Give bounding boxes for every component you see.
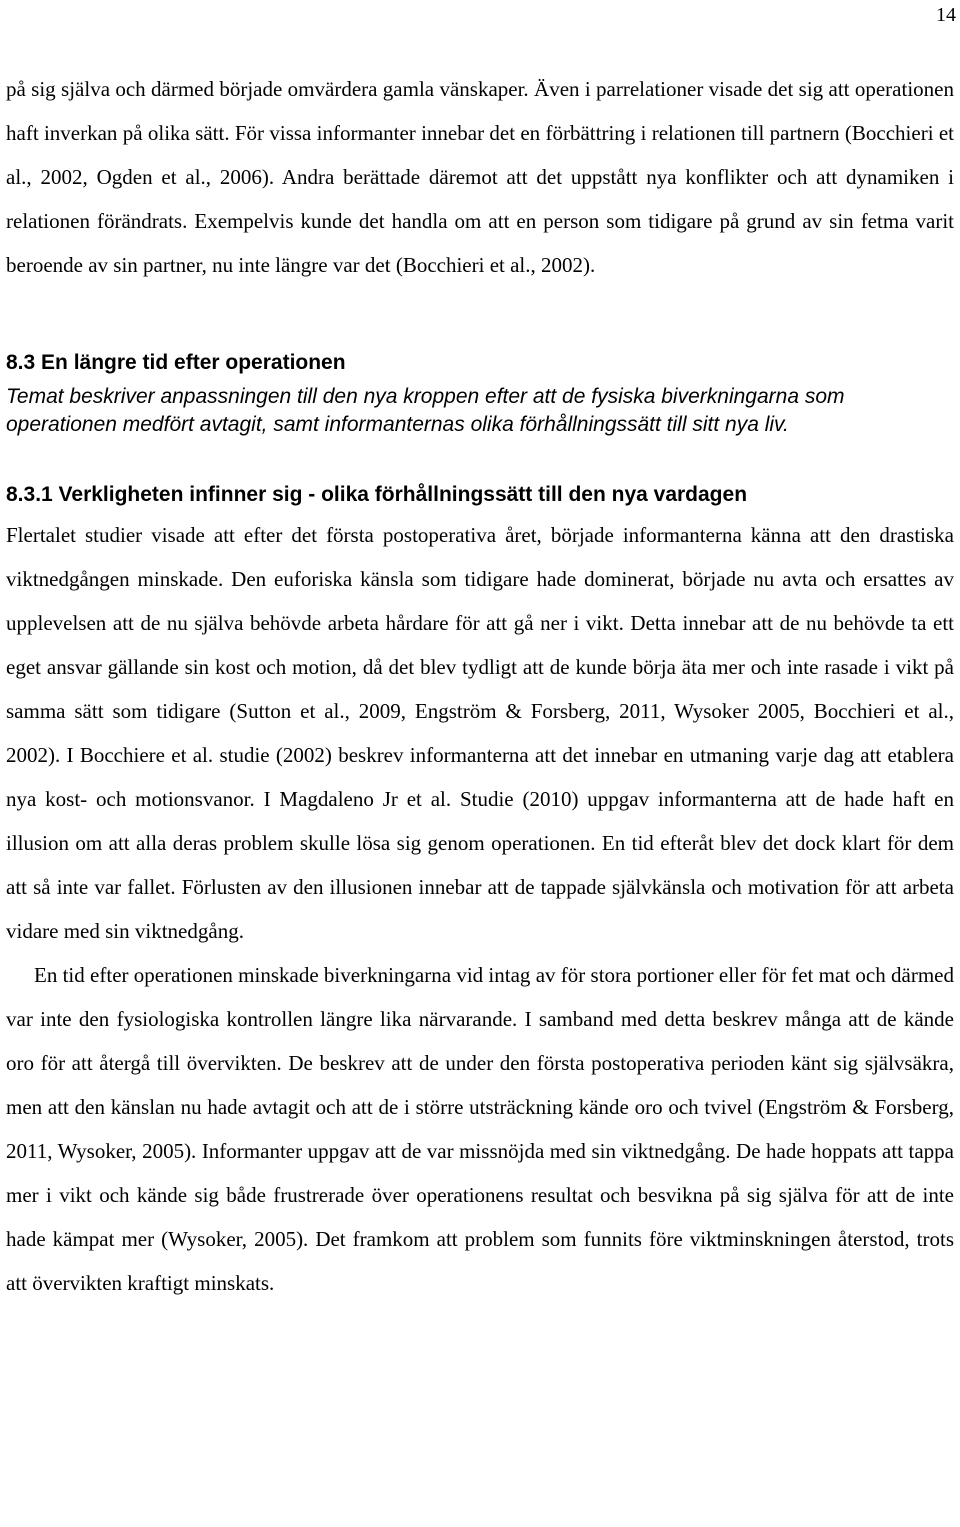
paragraph: Flertalet studier visade att efter det första postoperativa året, började informanterna känna att den drastiska viktnedgången minskade. Den euforiska känsla som tidigare hade dominerat, började nu avta och ersattes av upplevelsen att de nu själva behövde arbeta hårdare för att gå ner i vikt. Detta innebar att de nu behövde ta ett eget ansvar gällande sin kost och motion, då det blev tydligt att de kunde börja äta mer och inte rasade i vikt på samma sätt som tidigare (Sutton et al., 2009, Engström & Forsberg, 2011, Wysoker 2005, Bocchieri et al., 2002). I Bocchiere et al. studie (2002) beskrev informanterna att det innebar en utmaning varje dag att etablera nya kost- och motionsvanor. I Magdaleno Jr et al. Studie (2010) uppgav informanterna att de hade haft en illusion om att alla deras problem skulle lösa sig genom operationen. En tid efteråt blev det dock klart för dem att så inte var fallet. Förlusten av den illusionen innebar att de tappade självkänsla och motivation för att arbeta vidare med sin viktnedgång.	[6, 523, 954, 943]
subsection-heading: 8.3.1 Verkligheten infinner sig - olika förhållningssätt till den nya vardagen	[6, 483, 748, 506]
paragraph: på sig själva och därmed började omvärdera gamla vänskaper. Även i parrelationer visade det sig att operationen haft inverkan på olika sätt. För vissa informanter innebar det en förbättring i relationen till partnern (Bocchieri et al., 2002, Ogden et al., 2006). Andra berättade däremot att det uppstått nya konflikter och att dynamiken i relationen förändrats. Exempelvis kunde det handla om att en person som tidigare på grund av sin fetma varit beroende av sin partner, nu inte längre var det (Bocchieri et al., 2002).	[6, 77, 954, 277]
page-number: 14	[936, 4, 956, 26]
section-intro: Temat beskriver anpassningen till den nya kroppen efter att de fysiska biverkningarna som operationen medfört avtagit, samt informanternas olika förhållningssätt till sitt nya liv.	[6, 385, 845, 436]
document-body	[6, 67, 954, 1305]
section-heading: 8.3 En längre tid efter operationen	[6, 351, 346, 374]
paragraph: En tid efter operationen minskade biverkningarna vid intag av för stora portioner eller för fet mat och därmed var inte den fysiologiska kontrollen längre lika närvarande. I samband med detta beskrev många att de kände oro för att återgå till övervikten. De beskrev att de under den första postoperativa perioden känt sig självsäkra, men att den känslan nu hade avtagit och att de i större utsträckning kände oro och tvivel (Engström & Forsberg, 2011, Wysoker, 2005). Informanter uppgav att de var missnöjda med sin viktnedgång. De hade hoppats att tappa mer i vikt och kände sig både frustrerade över operationens resultat och besvikna på sig själva för att de inte hade kämpat mer (Wysoker, 2005). Det framkom att problem som funnits före viktminskningen återstod, trots att övervikten kraftigt minskats.	[6, 963, 954, 1295]
